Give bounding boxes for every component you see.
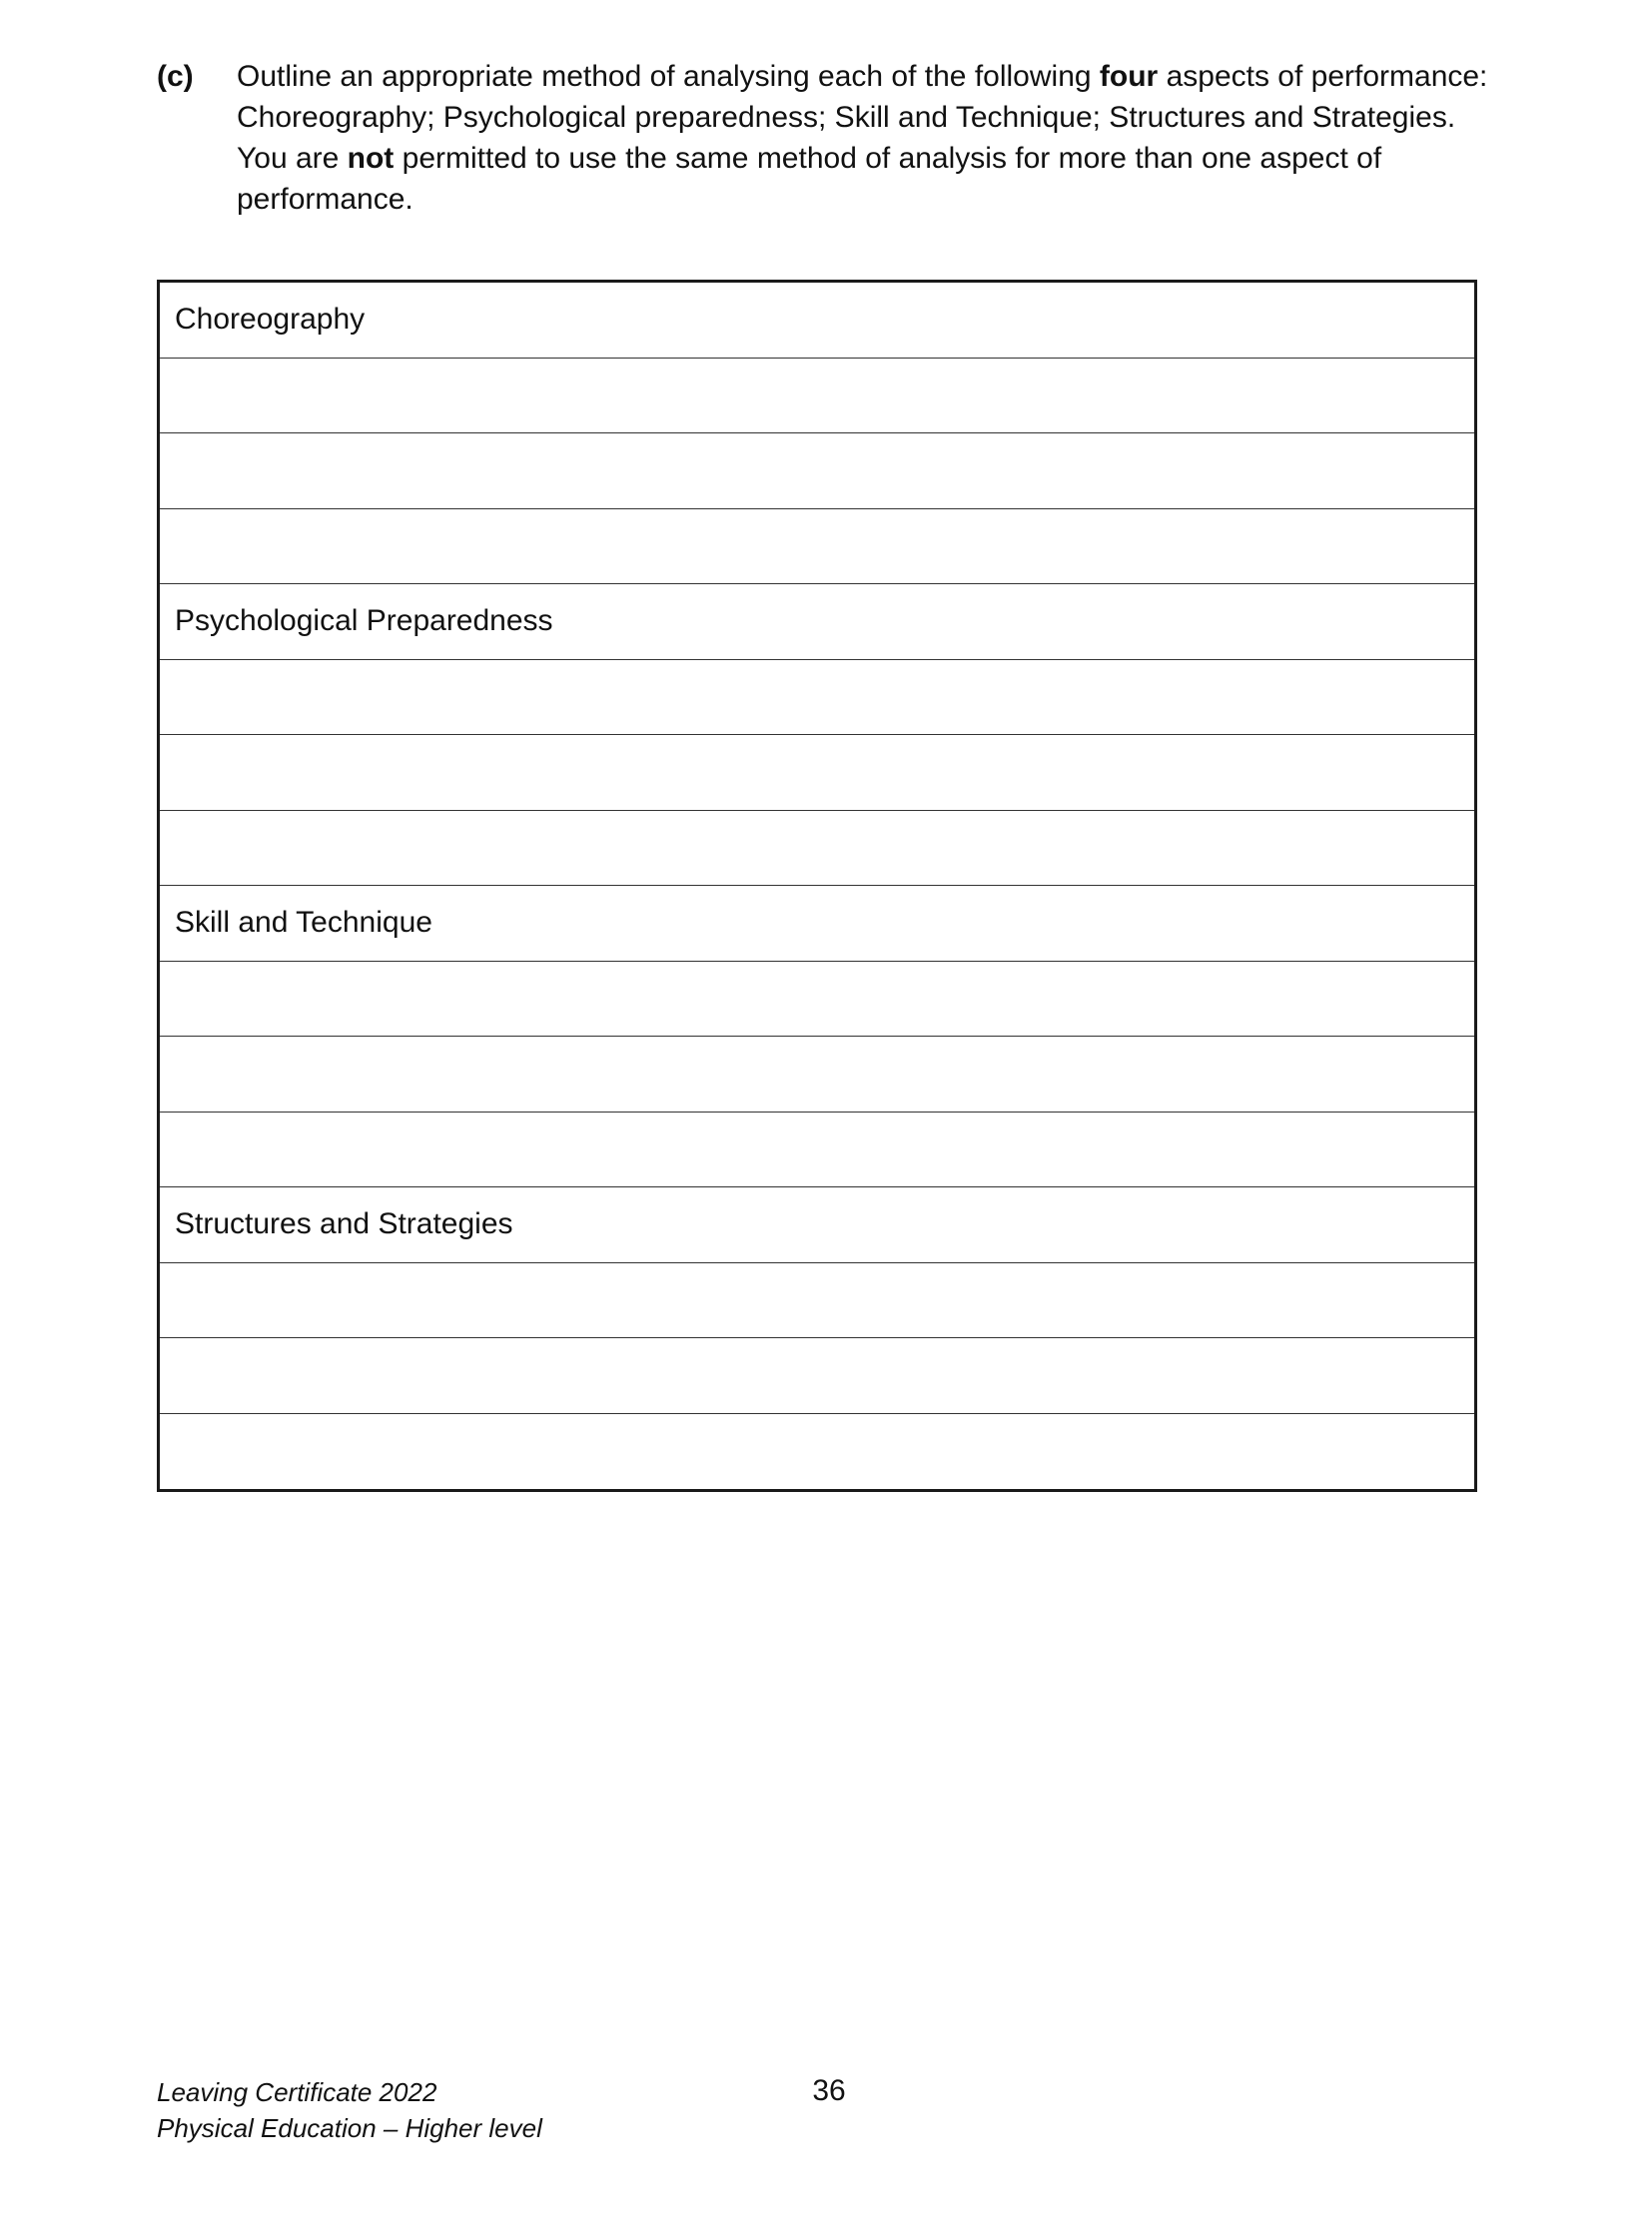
- section-label: Skill and Technique: [175, 906, 432, 939]
- footer-exam-info: [157, 2074, 542, 2146]
- question-text: [237, 56, 1495, 220]
- section-label: Psychological Preparedness: [175, 604, 553, 637]
- section-heading-structures-and-strategies: [160, 1187, 1474, 1263]
- section-heading-psychological-preparedness: [160, 584, 1474, 660]
- answer-line[interactable]: [160, 1263, 1474, 1339]
- footer-exam: Leaving Certificate 2022: [157, 2077, 437, 2107]
- answer-line[interactable]: [160, 1113, 1474, 1188]
- instruction-line-3: You are not permitted to use the same method of analysis for more than one aspect of performance.: [237, 142, 1382, 216]
- answer-line[interactable]: [160, 811, 1474, 887]
- answer-box: [157, 280, 1477, 1492]
- instruction-line-1: Outline an appropriate method of analysing each of the following four aspects of performance:: [237, 60, 1488, 93]
- page-number: 36: [812, 2074, 846, 2107]
- question-label: (c): [157, 60, 194, 93]
- answer-line[interactable]: [160, 1414, 1474, 1490]
- answer-line[interactable]: [160, 359, 1474, 434]
- section-heading-choreography: [160, 283, 1474, 359]
- answer-line[interactable]: [160, 509, 1474, 585]
- answer-line[interactable]: [160, 735, 1474, 811]
- emphasis-four: four: [1099, 60, 1159, 93]
- section-label: Structures and Strategies: [175, 1207, 513, 1240]
- answer-line[interactable]: [160, 1338, 1474, 1414]
- answer-line[interactable]: [160, 433, 1474, 509]
- emphasis-not: not: [347, 142, 395, 175]
- footer-subject: Physical Education – Higher level: [157, 2113, 542, 2143]
- section-label: Choreography: [175, 303, 366, 336]
- answer-line[interactable]: [160, 962, 1474, 1038]
- instruction-line-2: Choreography; Psychological preparedness; Skill and Technique; Structures and Strategies.: [237, 101, 1456, 134]
- section-heading-skill-and-technique: [160, 886, 1474, 962]
- answer-line[interactable]: [160, 660, 1474, 736]
- answer-line[interactable]: [160, 1037, 1474, 1113]
